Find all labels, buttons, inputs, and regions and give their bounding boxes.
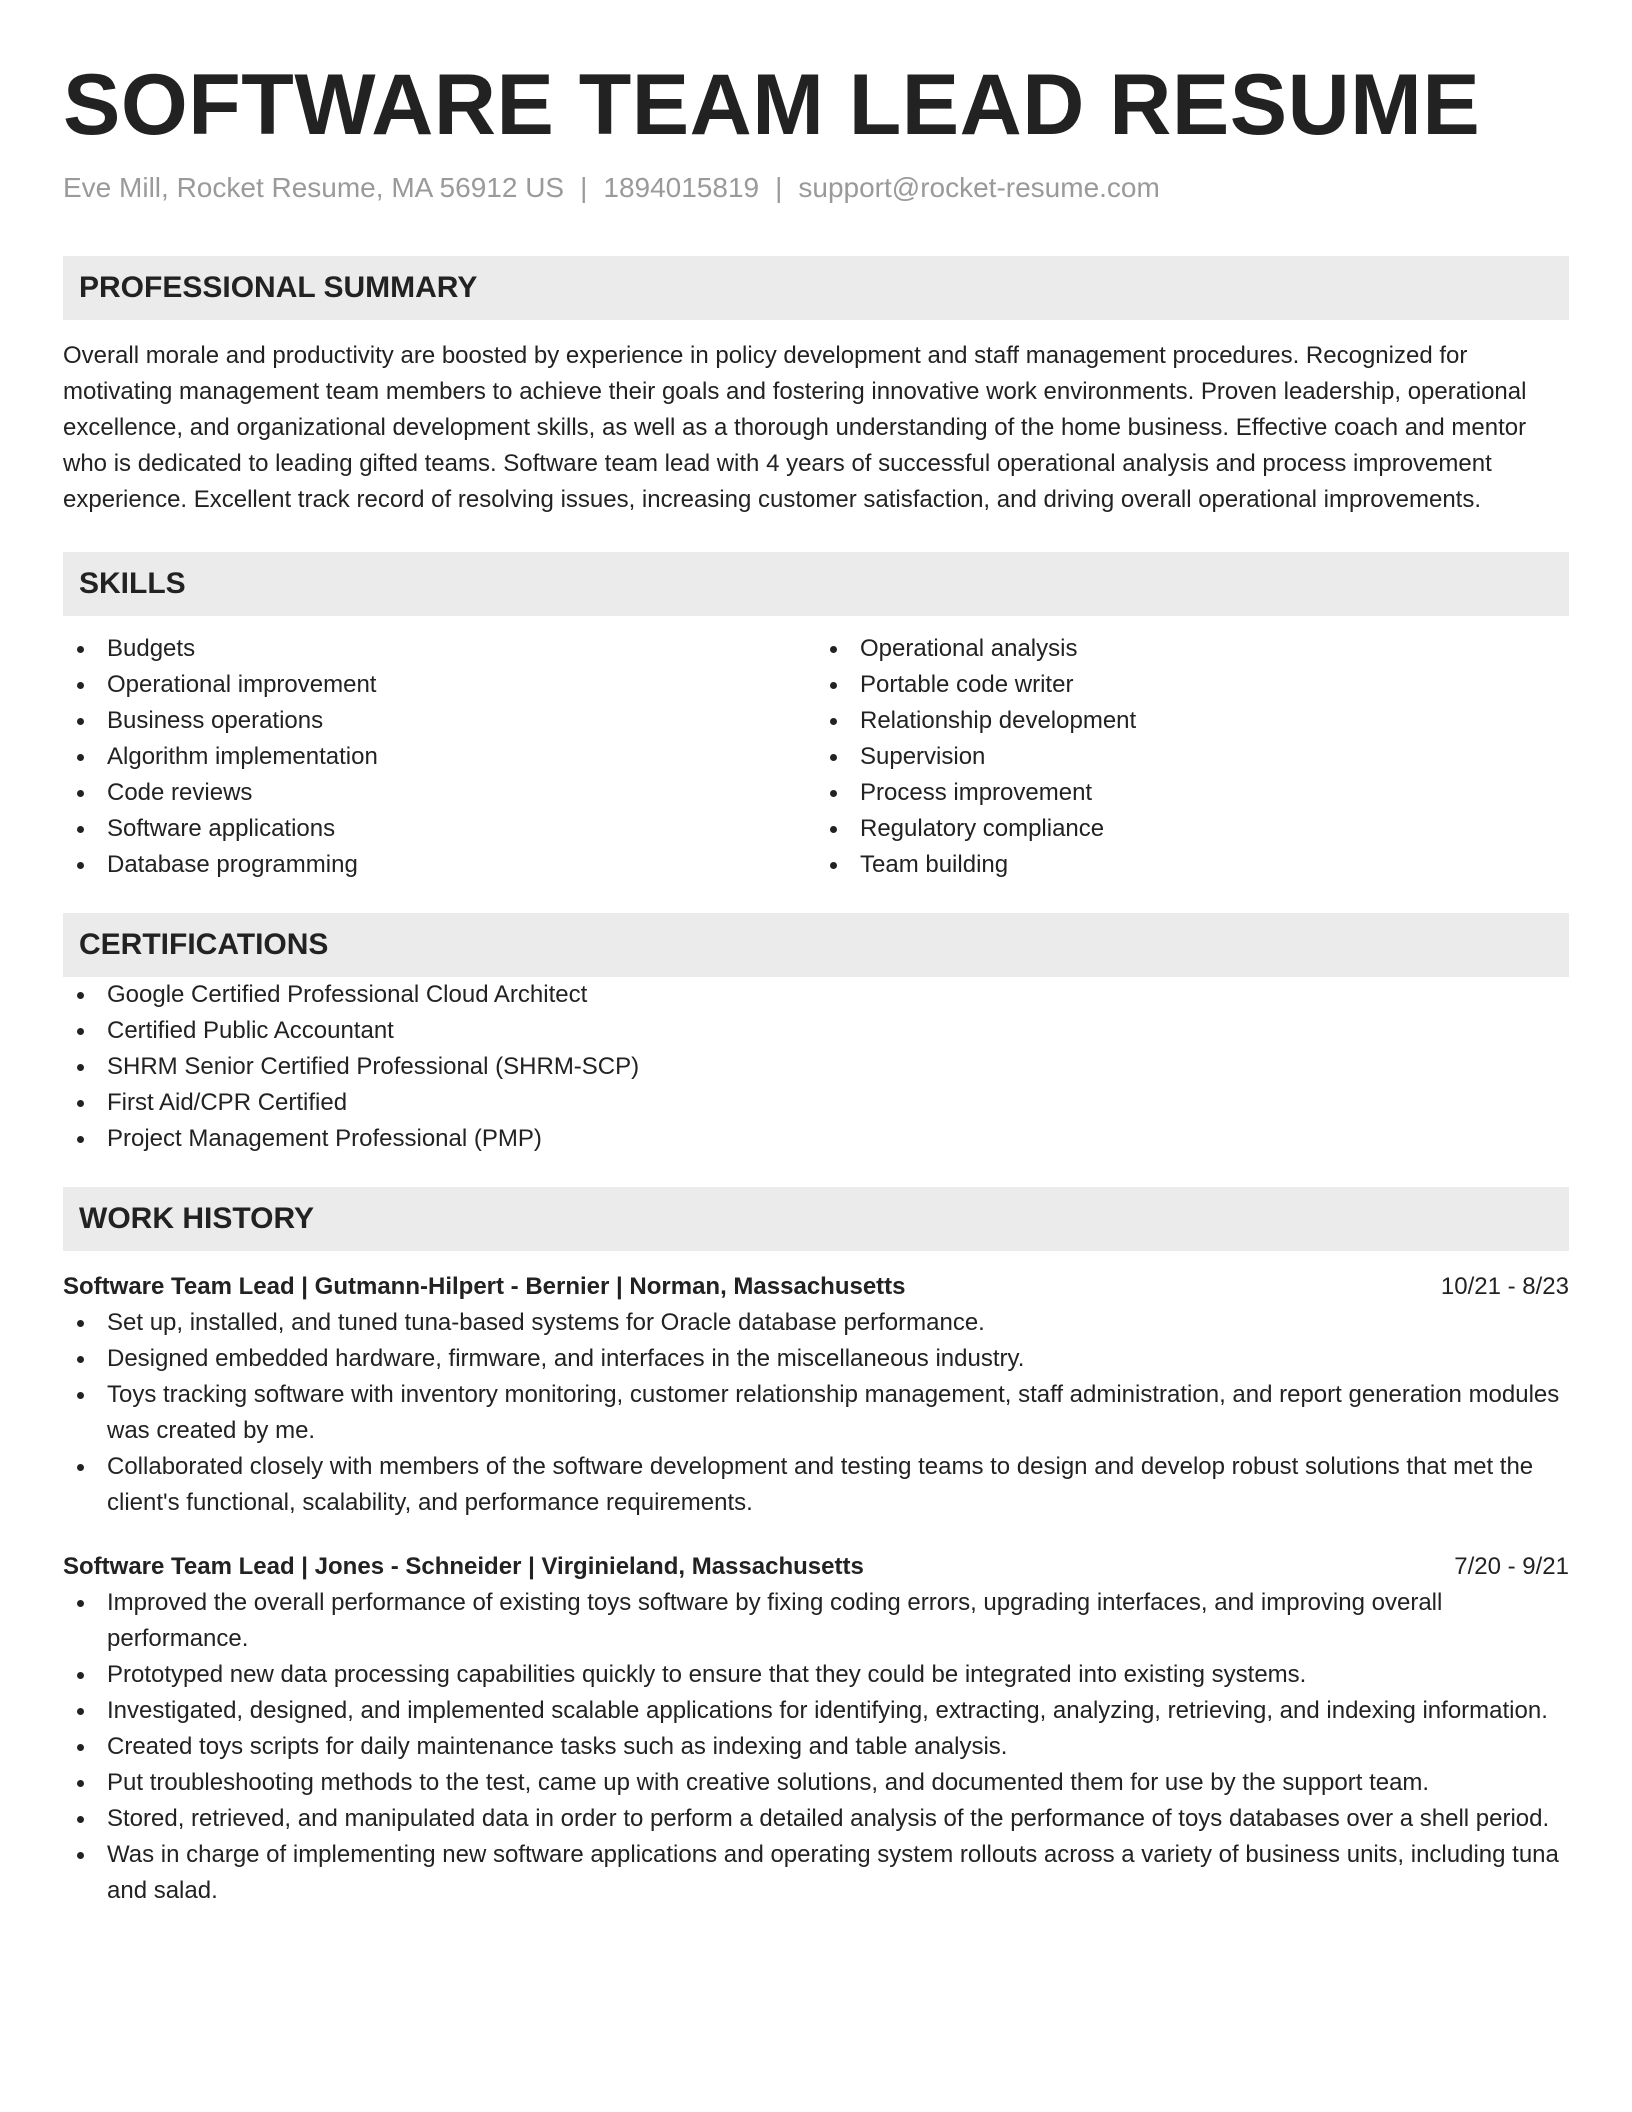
resume-title: SOFTWARE TEAM LEAD RESUME <box>63 57 1481 153</box>
certification-item: Project Management Professional (PMP) <box>63 1121 1569 1157</box>
job-entry <box>63 1269 1569 1521</box>
contact-separator: | <box>775 172 783 203</box>
job-bullet: Investigated, designed, and implemented scalable applications for identifying, extracting, analyzing, retrieving, and indexing information. <box>63 1693 1569 1729</box>
skill-item: Team building <box>816 847 1569 883</box>
certifications-heading: CERTIFICATIONS <box>63 913 1569 977</box>
skill-item: Relationship development <box>816 703 1569 739</box>
job-bullet: Stored, retrieved, and manipulated data in order to perform a detailed analysis of the performance of toys databases over a shell period. <box>63 1801 1569 1837</box>
summary-section <box>63 256 1569 518</box>
skill-item: Operational analysis <box>816 631 1569 667</box>
skill-item: Operational improvement <box>63 667 816 703</box>
skill-item: Database programming <box>63 847 816 883</box>
skill-item: Algorithm implementation <box>63 739 816 775</box>
work-history-heading: WORK HISTORY <box>63 1187 1569 1251</box>
certifications-section <box>63 913 1569 1157</box>
job-title: Software Team Lead | Gutmann-Hilpert - Bernier | Norman, Massachusetts <box>63 1273 906 1300</box>
job-dates: 7/20 - 9/21 <box>1454 1553 1569 1580</box>
contact-phone: 1894015819 <box>603 172 760 203</box>
skills-section <box>63 552 1569 883</box>
job-header <box>63 1269 1569 1305</box>
skills-left-list <box>63 631 816 883</box>
skill-item: Budgets <box>63 631 816 667</box>
summary-heading: PROFESSIONAL SUMMARY <box>63 256 1569 320</box>
job-bullet: Put troubleshooting methods to the test, came up with creative solutions, and documented them for use by the support team. <box>63 1765 1569 1801</box>
job-bullet: Was in charge of implementing new software applications and operating system rollouts across a variety of business units, including tuna and salad. <box>63 1837 1569 1909</box>
work-history-section <box>63 1187 1569 1909</box>
job-header <box>63 1549 1569 1585</box>
job-bullet: Toys tracking software with inventory monitoring, customer relationship management, staff administration, and report generation modules was created by me. <box>63 1377 1569 1449</box>
skills-heading: SKILLS <box>63 552 1569 616</box>
job-bullet: Prototyped new data processing capabilities quickly to ensure that they could be integrated into existing systems. <box>63 1657 1569 1693</box>
job-title: Software Team Lead | Jones - Schneider | Virginieland, Massachusetts <box>63 1553 864 1580</box>
skill-item: Portable code writer <box>816 667 1569 703</box>
skill-item: Regulatory compliance <box>816 811 1569 847</box>
skills-grid <box>63 631 1569 883</box>
skill-item: Software applications <box>63 811 816 847</box>
certification-item: SHRM Senior Certified Professional (SHRM-SCP) <box>63 1049 1569 1085</box>
job-bullet: Designed embedded hardware, firmware, and interfaces in the miscellaneous industry. <box>63 1341 1569 1377</box>
summary-text: Overall morale and productivity are boosted by experience in policy development and staff management procedures. Recognized for motivating management team members to achieve their goals and fostering innovative work environments. Proven leadership, operational excellence, and organizational development skills, as well as a thorough understanding of the home business. Effective coach and mentor who is dedicated to leading gifted teams. Software team lead with 4 years of successful operational analysis and process improvement experience. Excellent track record of resolving issues, increasing customer satisfaction, and driving overall operational improvements. <box>63 342 1527 513</box>
job-bullet: Collaborated closely with members of the software development and testing teams to design and develop robust solutions that met the client's functional, scalability, and performance requirements. <box>63 1449 1569 1521</box>
job-bullet: Created toys scripts for daily maintenance tasks such as indexing and table analysis. <box>63 1729 1569 1765</box>
job-dates: 10/21 - 8/23 <box>1440 1273 1569 1300</box>
skill-item: Code reviews <box>63 775 816 811</box>
skill-item: Supervision <box>816 739 1569 775</box>
job-entry <box>63 1549 1569 1909</box>
contact-address: Eve Mill, Rocket Resume, MA 56912 US <box>63 172 565 203</box>
certifications-list <box>63 977 1569 1157</box>
certification-item: First Aid/CPR Certified <box>63 1085 1569 1121</box>
certification-item: Certified Public Accountant <box>63 1013 1569 1049</box>
skills-right-list <box>816 631 1569 883</box>
certification-item: Google Certified Professional Cloud Architect <box>63 977 1569 1013</box>
job-bullets <box>63 1585 1569 1909</box>
contact-separator: | <box>580 172 588 203</box>
skill-item: Process improvement <box>816 775 1569 811</box>
job-bullet: Set up, installed, and tuned tuna-based systems for Oracle database performance. <box>63 1305 1569 1341</box>
job-bullet: Improved the overall performance of existing toys software by fixing coding errors, upgrading interfaces, and improving overall performance. <box>63 1585 1569 1657</box>
job-bullets <box>63 1305 1569 1521</box>
contact-email: support@rocket-resume.com <box>798 172 1160 203</box>
skill-item: Business operations <box>63 703 816 739</box>
contact-line <box>63 168 1569 208</box>
